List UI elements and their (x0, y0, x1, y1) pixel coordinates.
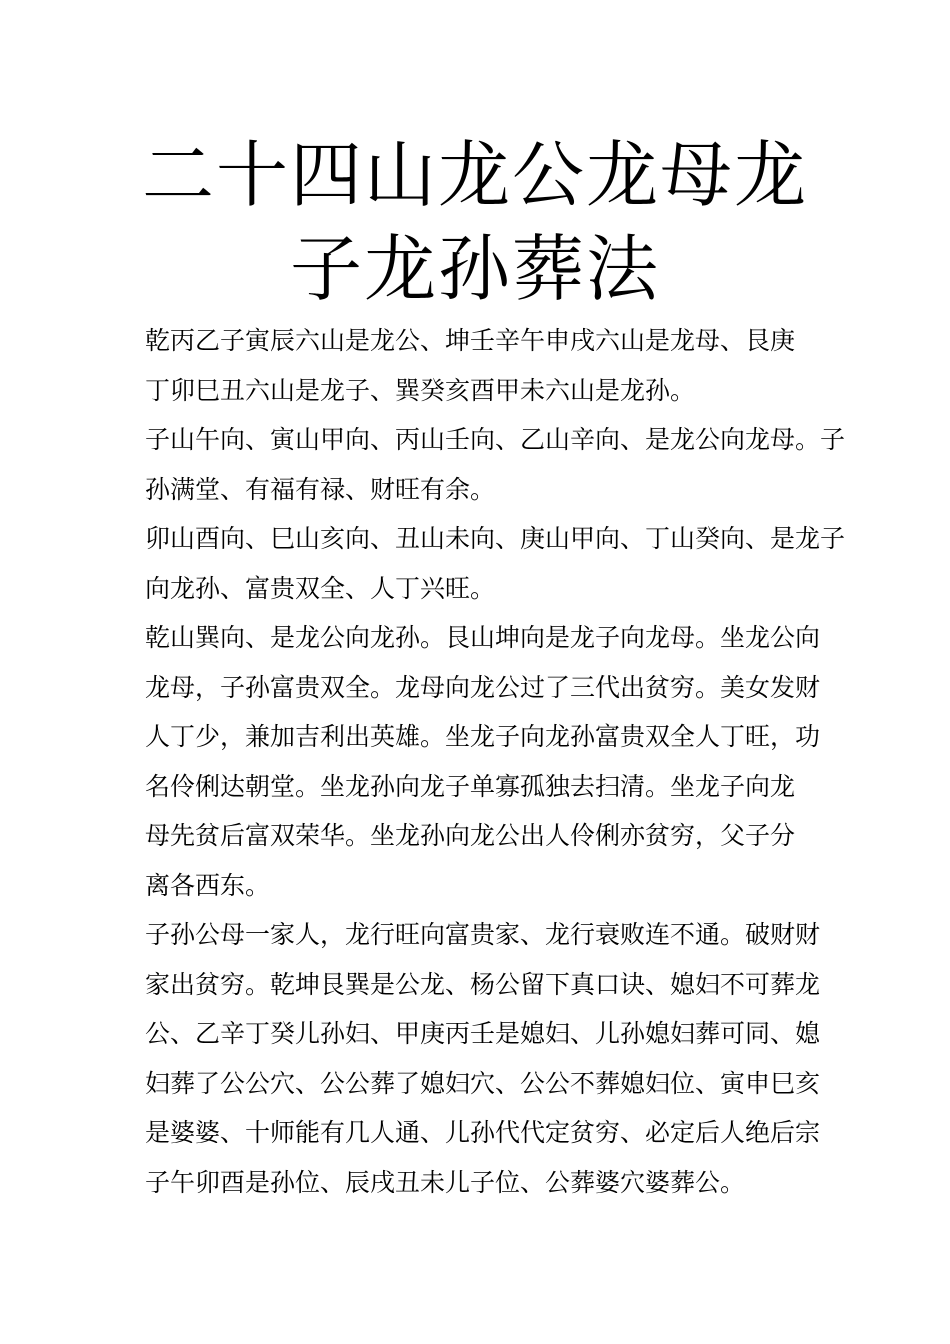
text-line: 龙母，子孙富贵双全。龙母向龙公过了三代出贫穷。美女发财 (145, 672, 821, 702)
text-line: 人丁少，兼加吉利出英雄。坐龙子向龙孙富贵双全人丁旺，功 (145, 722, 821, 751)
text-line: 离各西东。 (145, 870, 271, 900)
text-line: 妇葬了公公穴、公公葬了媳妇穴、公公不葬媳妇位、寅申巳亥 (145, 1068, 821, 1098)
text-line: 母先贫后富双荣华。坐龙孙向龙公出人伶俐亦贫穷，父子分 (145, 821, 796, 850)
text-line: 子孙公母一家人，龙行旺向富贵家、龙行衰败连不通。破财财 (145, 920, 821, 949)
text-line: 卯山酉向、巳山亥向、丑山未向、庚山甲向、丁山癸向、是龙子 (145, 524, 846, 553)
text-line: 孙满堂、有福有禄、财旺有余。 (145, 474, 496, 504)
text-line: 公、乙辛丁癸儿孙妇、甲庚丙壬是媳妇、儿孙媳妇葬可同、媳 (145, 1019, 821, 1048)
text-line: 乾丙乙子寅辰六山是龙公、坤壬辛午申戌六山是龙母、艮庚 (145, 326, 796, 355)
text-line: 名伶俐达朝堂。坐龙孙向龙子单寡孤独去扫清。坐龙子向龙 (145, 771, 796, 801)
text-line: 家出贫穷。乾坤艮巽是公龙、杨公留下真口诀、媳妇不可葬龙 (145, 969, 821, 999)
title-line-2: 子龙孙葬法 (289, 227, 660, 311)
text-line: 向龙孙、富贵双全、人丁兴旺。 (145, 573, 496, 603)
title-line-1: 二十四山龙公龙母龙 (141, 133, 808, 217)
text-line: 是婆婆、十师能有几人通、儿孙代代定贫穷、必定后人绝后宗 (145, 1118, 821, 1147)
text-line: 乾山巽向、是龙公向龙孙。艮山坤向是龙子向龙母。坐龙公向 (145, 623, 821, 652)
text-line: 子午卯酉是孙位、辰戌丑未儿子位、公葬婆穴婆葬公。 (145, 1167, 746, 1197)
text-line: 子山午向、寅山甲向、丙山壬向、乙山辛向、是龙公向龙母。子 (145, 425, 846, 454)
text-line: 丁卯巳丑六山是龙子、巽癸亥酉甲未六山是龙孙。 (145, 375, 696, 405)
body-text (145, 316, 846, 1207)
